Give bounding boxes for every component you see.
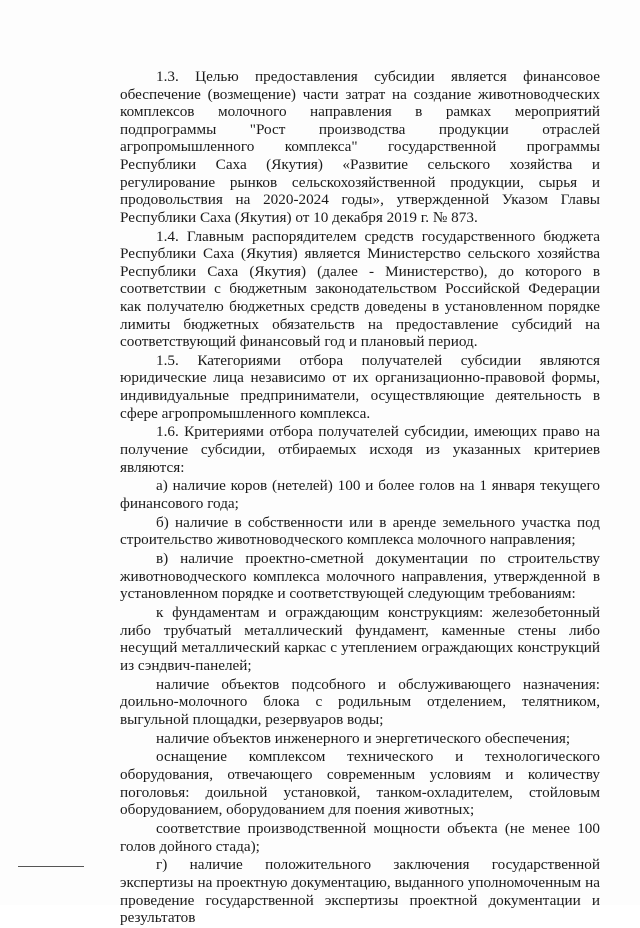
criterion-v: в) наличие проектно-сметной документации по строительству животноводческого комплекса молочного направления, утвержденной в установленном порядке и соответствующей следующим требованиям:: [120, 550, 600, 603]
paragraph-1-5: 1.5. Категориями отбора получателей субсидии являются юридические лица независимо от их организационно-правовой формы, индивидуальные предприниматели, осуществляющие деятельность в сфере агропромышленного комплекса.: [120, 351, 600, 422]
requirement-foundations: к фундаментам и ограждающим конструкциям: железобетонный либо трубчатый металлический фундамент, каменные стены либо несущий металлический каркас с утеплением ограждающих конструкций из сэндвич-панелей;: [120, 604, 600, 674]
requirement-capacity: соответствие производственной мощности объекта (не менее 100 голов дойного стада);: [120, 820, 600, 855]
requirement-equipment: оснащение комплексом технического и технологического оборудования, отвечающего современным условиям и количеству поголовья: доильной установкой, танком-охладителем, стойловым оборудованием, оборудованием для поения животных;: [120, 748, 600, 819]
requirement-engineering: наличие объектов инженерного и энергетического обеспечения;: [156, 729, 571, 747]
scan-margin-line: [18, 866, 84, 867]
criterion-g: г) наличие положительного заключения государственной экспертизы на проектную документацию, выданного уполномоченным на проведение государственной экспертизы проектной документации и результатов: [120, 856, 600, 927]
criterion-b: б) наличие в собственности или в аренде земельного участка под строительство животноводческого комплекса молочного направления;: [120, 513, 600, 549]
paragraph-1-6: 1.6. Критериями отбора получателей субсидии, имеющих право на получение субсидии, отбираемых исходя из указанных критериев являются:: [120, 423, 600, 476]
requirement-auxiliary-objects: наличие объектов подсобного и обслуживающего назначения: доильно-молочного блока с родильным отделением, телятником, выгульной площадки, резервуаров воды;: [120, 675, 600, 728]
document-body: [120, 68, 600, 928]
criterion-a: а) наличие коров (нетелей) 100 и более голов на 1 января текущего финансового года;: [120, 477, 600, 512]
paragraph-1-3: 1.3. Целью предоставления субсидии является финансовое обеспечение (возмещение) части затрат на создание животноводческих комплексов молочного направления в рамках мероприятий подпрограммы "Рост производства продукции отраслей агропромышленного комплекса" государственной программы Республики Саха (Якутия) «Развитие сельского хозяйства и регулирование рынков сельскохозяйственной продукции, сырья и продовольствия на 2020-2024 годы», утвержденной Указом Главы Республики Саха (Якутия) от 10 декабря 2019 г. № 873.: [120, 68, 600, 226]
paragraph-1-4: 1.4. Главным распорядителем средств государственного бюджета Республики Саха (Якутия) является Министерство сельского хозяйства Республики Саха (Якутия) (далее - Министерство), до которого в соответствии с бюджетным законодательством Российской Федерации как получателю бюджетных средств доведены в установленном порядке лимиты бюджетных обязательств на предоставление субсидий на соответствующий финансовый год и плановый период.: [120, 227, 600, 351]
